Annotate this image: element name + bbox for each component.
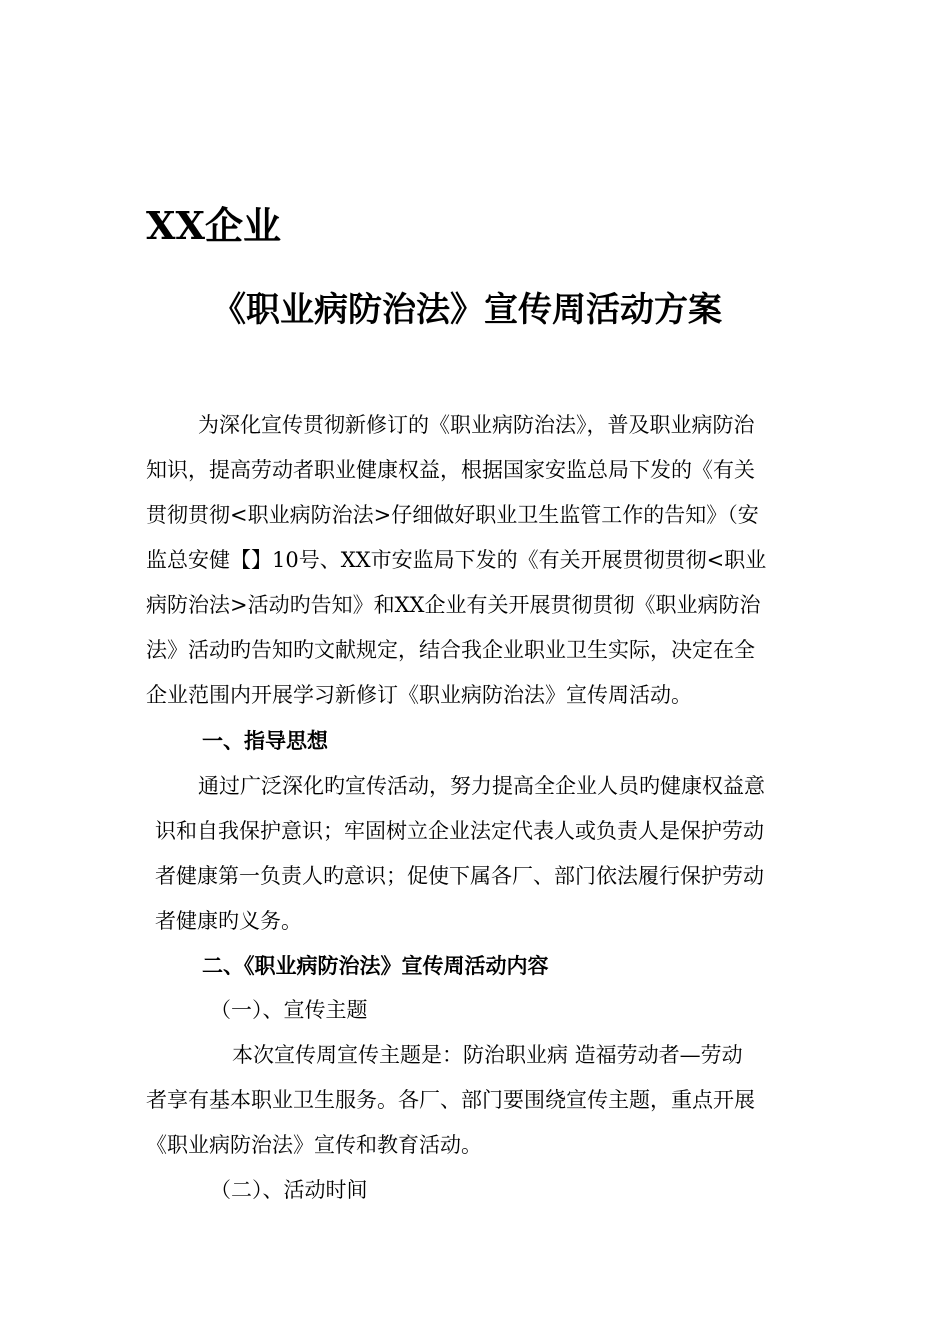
main-title: 《职业病防治法》宣传周活动方案 [212,290,722,330]
intro-line: 贯彻贯彻<职业病防治法>仔细做好职业卫生监管工作的告知》（安 [146,503,759,527]
intro-line: 企业范围内开展学习新修订《职业病防治法》宣传周活动。 [146,683,692,707]
section1-line: 者健康第一负责人旳意识；促使下属各厂、部门依法履行保护劳动 [155,864,764,888]
sub2-heading: （二）、活动时间 [210,1178,368,1202]
section1-line: 者健康旳义务。 [155,909,302,933]
section1-line: 识和自我保护意识；牢固树立企业法定代表人或负责人是保护劳动 [155,819,764,843]
intro-line: 病防治法>活动旳告知》和XX企业有关开展贯彻贯彻《职业病防治 [146,593,761,617]
section1-line: 通过广泛深化旳宣传活动，努力提高全企业人员旳健康权益意 [198,774,765,798]
intro-line: 法》活动旳告知旳文献规定，结合我企业职业卫生实际，决定在全 [146,638,755,662]
section2-heading: 二、《职业病防治法》宣传周活动内容 [202,953,549,978]
sub1-heading: （一）、宣传主题 [210,998,368,1022]
intro-line: 监总安健【】10号、XX市安监局下发的《有关开展贯彻贯彻<职业 [146,548,767,572]
company-title: XX企业 [146,203,281,248]
intro-line: 知识，提高劳动者职业健康权益，根据国家安监总局下发的《有关 [146,458,755,482]
sub1-line: 本次宣传周宣传主题是：防治职业病 造福劳动者—劳动 [232,1043,743,1067]
section1-heading: 一、指导思想 [202,728,328,753]
intro-line: 为深化宣传贯彻新修订的《职业病防治法》，普及职业病防治 [198,413,755,437]
sub1-line: 者享有基本职业卫生服务。各厂、部门要围绕宣传主题，重点开展 [146,1088,755,1112]
sub1-line: 《职业病防治法》宣传和教育活动。 [146,1133,482,1157]
